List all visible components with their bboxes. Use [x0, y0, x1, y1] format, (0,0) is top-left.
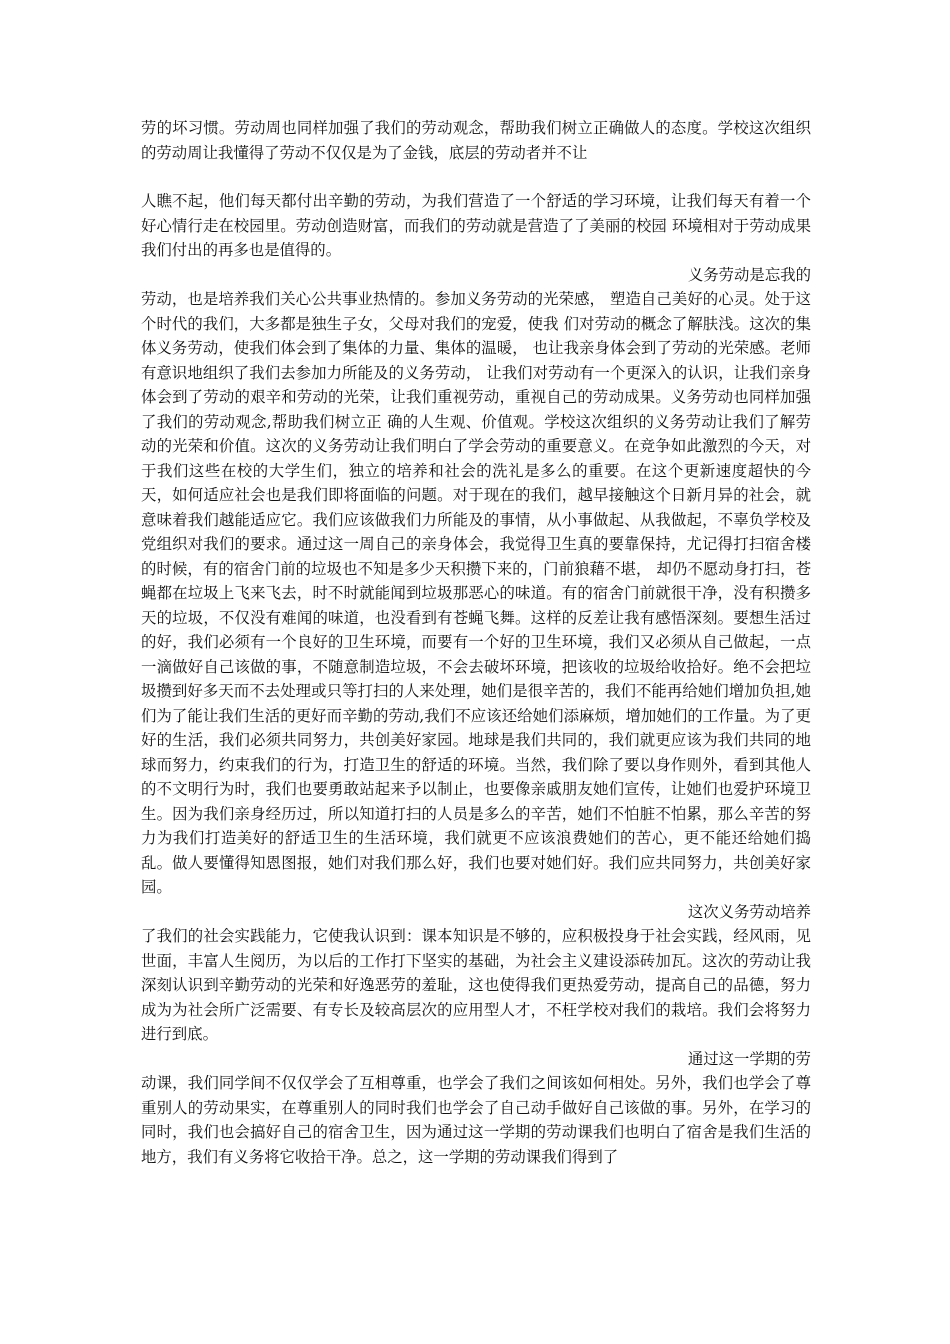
paragraph-5: 动课，我们同学间不仅仅学会了互相尊重，也学会了我们之间该如何相处。另外，我们也学会了尊重别人的劳动果实，在尊重别人的同时我们也学会了自己动手做好自己该做的事。另外，在学习的同时，我们也会搞好自己的宿舍卫生，因为通过这一学期的劳动课我们也明白了宿舍是我们生活的地方，我们有义务将它收拾干净。总之，这一学期的劳动课我们得到了 — [141, 1074, 811, 1166]
paragraph-2: 人瞧不起，他们每天都付出辛勤的劳动，为我们营造了一个舒适的学习环境，让我们每天有着一个好心情行走在校园里。劳动创造财富，而我们的劳动就是营造了了美丽的校园 环境相对于劳动成果我们付出的再多也是值得的。 — [141, 192, 811, 259]
paragraph-lead-2: 这次义务劳动培养 — [687, 902, 811, 921]
paragraph-lead-3: 通过这一学期的劳 — [687, 1049, 811, 1068]
paragraph-1: 劳的坏习惯。劳动周也同样加强了我们的劳动观念，帮助我们树立正确做人的态度。学校这次组织的劳动周让我懂得了劳动不仅仅是为了金钱，底层的劳动者并不让 — [141, 119, 811, 162]
document-page — [141, 116, 811, 1169]
paragraph-lead-1: 义务劳动是忘我的 — [687, 265, 811, 284]
paragraph-4: 了我们的社会实践能力，它使我认识到：课本知识是不够的，应积极投身于社会实践，经风雨，见世面，丰富人生阅历，为以后的工作打下坚实的基础，为社会主义建设添砖加瓦。这次的劳动让我深刻认识到辛勤劳动的光荣和好逸恶劳的羞耻，这也使得我们更热爱劳动，提高自己的品德，努力成为为社会所广泛需要、有专长及较高层次的应用型人才，不枉学校对我们的栽培。我们会将努力进行到底。 — [141, 927, 811, 1043]
paragraph-gap — [141, 165, 811, 189]
paragraph-3: 劳动，也是培养我们关心公共事业热情的。参加义务劳动的光荣感， 塑造自己美好的心灵。处于这个时代的我们，大多都是独生子女，父母对我们的宠爱，使我 们对劳动的概念了解肤浅。这次的集体义务劳动，使我们体会到了集体的力量、集体的温暖， 也让我亲身体会到了劳动的光荣感。老师有意识地组织了我们去参加力所能及的义务劳动， 让我们对劳动有一个更深入的认识，让我们亲身体会到了劳动的艰辛和劳动的光荣，让我们重视劳动，重视自己的劳动成果。义务劳动也同样加强了我们的劳动观念,帮助我们树立正 确的人生观、价值观。学校这次组织的义务劳动让我们了解劳动的光荣和价值。这次的义务劳动让我们明白了学会劳动的重要意义。在竞争如此激烈的今天，对于我们这些在校的大学生们，独立的培养和社会的洗礼是多么的重要。在这个更新速度超快的今天，如何适应社会也是我们即将面临的问题。对于现在的我们，越早接触这个日新月异的社会，就意味着我们越能适应它。我们应该做我们力所能及的事情，从小事做起、从我做起，不辜负学校及党组织对我们的要求。通过这一周自己的亲身体会，我觉得卫生真的要靠保持，尤记得打扫宿舍楼的时候，有的宿舍门前的垃圾也不知是多少天积攒下来的，门前狼藉不堪， 却仍不愿动身打扫，苍蝇都在垃圾上飞来飞去，时不时就能闻到垃圾那恶心的味道。有的宿舍门前就很干净，没有积攒多天的垃圾，不仅没有难闻的味道，也没看到有苍蝇飞舞。这样的反差让我有感悟深刻。要想生活过的好，我们必须有一个良好的卫生环境，而要有一个好的卫生环境，我们又必须从自己做起，一点一滴做好自己该做的事，不随意制造垃圾，不会去破坏环境，把该收的垃圾给收拾好。绝不会把垃圾攒到好多天而不去处理或只等打扫的人来处理，她们是很辛苦的，我们不能再给她们增加负担,她们为了能让我们生活的更好而辛勤的劳动,我们不应该还给她们添麻烦，增加她们的工作量。为了更好的生活，我们必须共同努力，共创美好家园。地球是我们共同的，我们就更应该为我们共同的地球而努力，约束我们的行为，打造卫生的舒适的环境。当然，我们除了要以身作则外，看到其他人的不文明行为时，我们也要勇敢站起来予以制止，也要像亲戚朋友她们宣传，让她们也爱护环境卫生。因为我们亲身经历过，所以知道打扫的人员是多么的辛苦，她们不怕脏不怕累，那么辛苦的努力为我们打造美好的舒适卫生的生活环境，我们就更不应该浪费她们的苦心，更不能还给她们捣乱。做人要懂得知恩图报，她们对我们那么好，我们也要对她们好。我们应共同努力，共创美好家园。 — [141, 290, 811, 896]
